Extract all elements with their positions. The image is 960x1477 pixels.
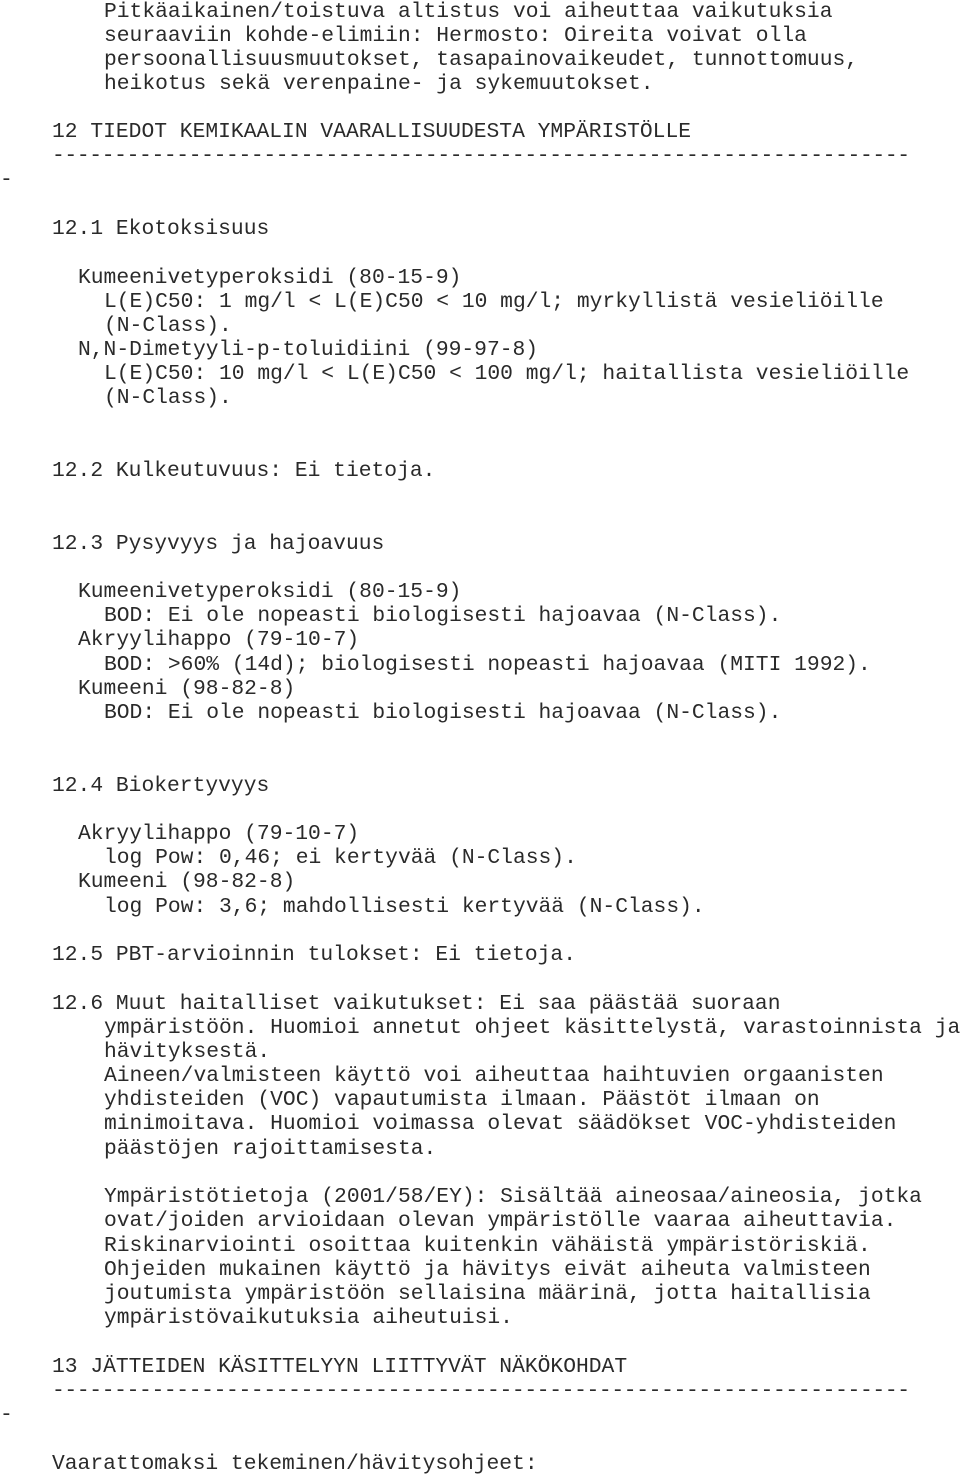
subsection-12-1-heading: 12.1 Ekotoksisuus [52, 217, 270, 241]
section-separator: --------------------------------------------------------------------- [52, 1379, 910, 1403]
ecotox-value: (N-Class). [104, 386, 232, 410]
section-13-heading: 13 JÄTTEIDEN KÄSITTELYYN LIITTYVÄT NÄKÖKOHDAT [52, 1355, 628, 1379]
subsection-12-4-heading: 12.4 Biokertyvyys [52, 774, 270, 798]
body-text-line: Pitkäaikainen/toistuva altistus voi aiheuttaa vaikutuksia [104, 0, 833, 24]
body-text-line: päästöjen rajoittamisesta. [104, 1137, 437, 1161]
body-text-line: heikotus sekä verenpaine- ja sykemuutokset. [104, 72, 654, 96]
disposal-label: Vaarattomaksi tekeminen/hävitysohjeet: [52, 1452, 538, 1476]
subsection-12-2: 12.2 Kulkeutuvuus: Ei tietoja. [52, 459, 436, 483]
pow-value: log Pow: 3,6; mahdollisesti kertyvää (N-Class). [104, 895, 705, 919]
bod-value: BOD: Ei ole nopeasti biologisesti hajoavaa (N-Class). [104, 701, 782, 725]
ecotox-value: L(E)C50: 1 mg/l < L(E)C50 < 10 mg/l; myrkyllistä vesieliöille [104, 290, 884, 314]
bod-value: BOD: Ei ole nopeasti biologisesti hajoavaa (N-Class). [104, 604, 782, 628]
env-info-line: Riskinarviointi osoittaa kuitenkin vähäistä ympäristöriskiä. [104, 1234, 871, 1258]
substance-name: Kumeenivetyperoksidi (80-15-9) [78, 580, 462, 604]
section-separator-tail: - [0, 1403, 13, 1427]
bod-value: BOD: >60% (14d); biologisesti nopeasti hajoavaa (MITI 1992). [104, 653, 871, 677]
env-info-line: ympäristövaikutuksia aiheutuisi. [104, 1306, 513, 1330]
ecotox-value: L(E)C50: 10 mg/l < L(E)C50 < 100 mg/l; haitallista vesieliöille [104, 362, 910, 386]
substance-name: Akryylihappo (79-10-7) [78, 822, 360, 846]
body-text-line: persoonallisuusmuutokset, tasapainovaikeudet, tunnottomuus, [104, 48, 859, 72]
body-text-line: Aineen/valmisteen käyttö voi aiheuttaa haihtuvien orgaanisten [104, 1064, 884, 1088]
subsection-12-3-heading: 12.3 Pysyvyys ja hajoavuus [52, 532, 385, 556]
env-info-line: Ohjeiden mukainen käyttö ja hävitys eivät aiheuta valmisteen [104, 1258, 871, 1282]
substance-name: Kumeeni (98-82-8) [78, 677, 296, 701]
ecotox-value: (N-Class). [104, 314, 232, 338]
section-12-heading: 12 TIEDOT KEMIKAALIN VAARALLISUUDESTA YMPÄRISTÖLLE [52, 120, 692, 144]
pow-value: log Pow: 0,46; ei kertyvää (N-Class). [104, 846, 577, 870]
section-separator-tail: - [0, 168, 13, 192]
env-info-line: joutumista ympäristöön sellaisina määrinä, jotta haitallisia [104, 1282, 871, 1306]
substance-name: Akryylihappo (79-10-7) [78, 628, 360, 652]
subsection-12-6-heading: 12.6 Muut haitalliset vaikutukset: Ei saa päästää suoraan [52, 992, 781, 1016]
body-text-line: hävityksestä. [104, 1040, 271, 1064]
body-text-line: ympäristöön. Huomioi annetut ohjeet käsittelystä, varastoinnista ja [104, 1016, 960, 1040]
body-text-line: seuraaviin kohde-elimiin: Hermosto: Oireita voivat olla [104, 24, 807, 48]
env-info-line: Ympäristötietoja (2001/58/EY): Sisältää aineosaa/aineosia, jotka [104, 1185, 922, 1209]
env-info-line: ovat/joiden arvioidaan olevan ympäristölle vaaraa aiheuttavia. [104, 1209, 897, 1233]
section-separator: --------------------------------------------------------------------- [52, 144, 910, 168]
substance-name: N,N-Dimetyyli-p-toluidiini (99-97-8) [78, 338, 539, 362]
substance-name: Kumeeni (98-82-8) [78, 870, 296, 894]
substance-name: Kumeenivetyperoksidi (80-15-9) [78, 266, 462, 290]
body-text-line: minimoitava. Huomioi voimassa olevat säädökset VOC-yhdisteiden [104, 1112, 897, 1136]
body-text-line: yhdisteiden (VOC) vapautumista ilmaan. Päästöt ilmaan on [104, 1088, 820, 1112]
subsection-12-5: 12.5 PBT-arvioinnin tulokset: Ei tietoja. [52, 943, 576, 967]
